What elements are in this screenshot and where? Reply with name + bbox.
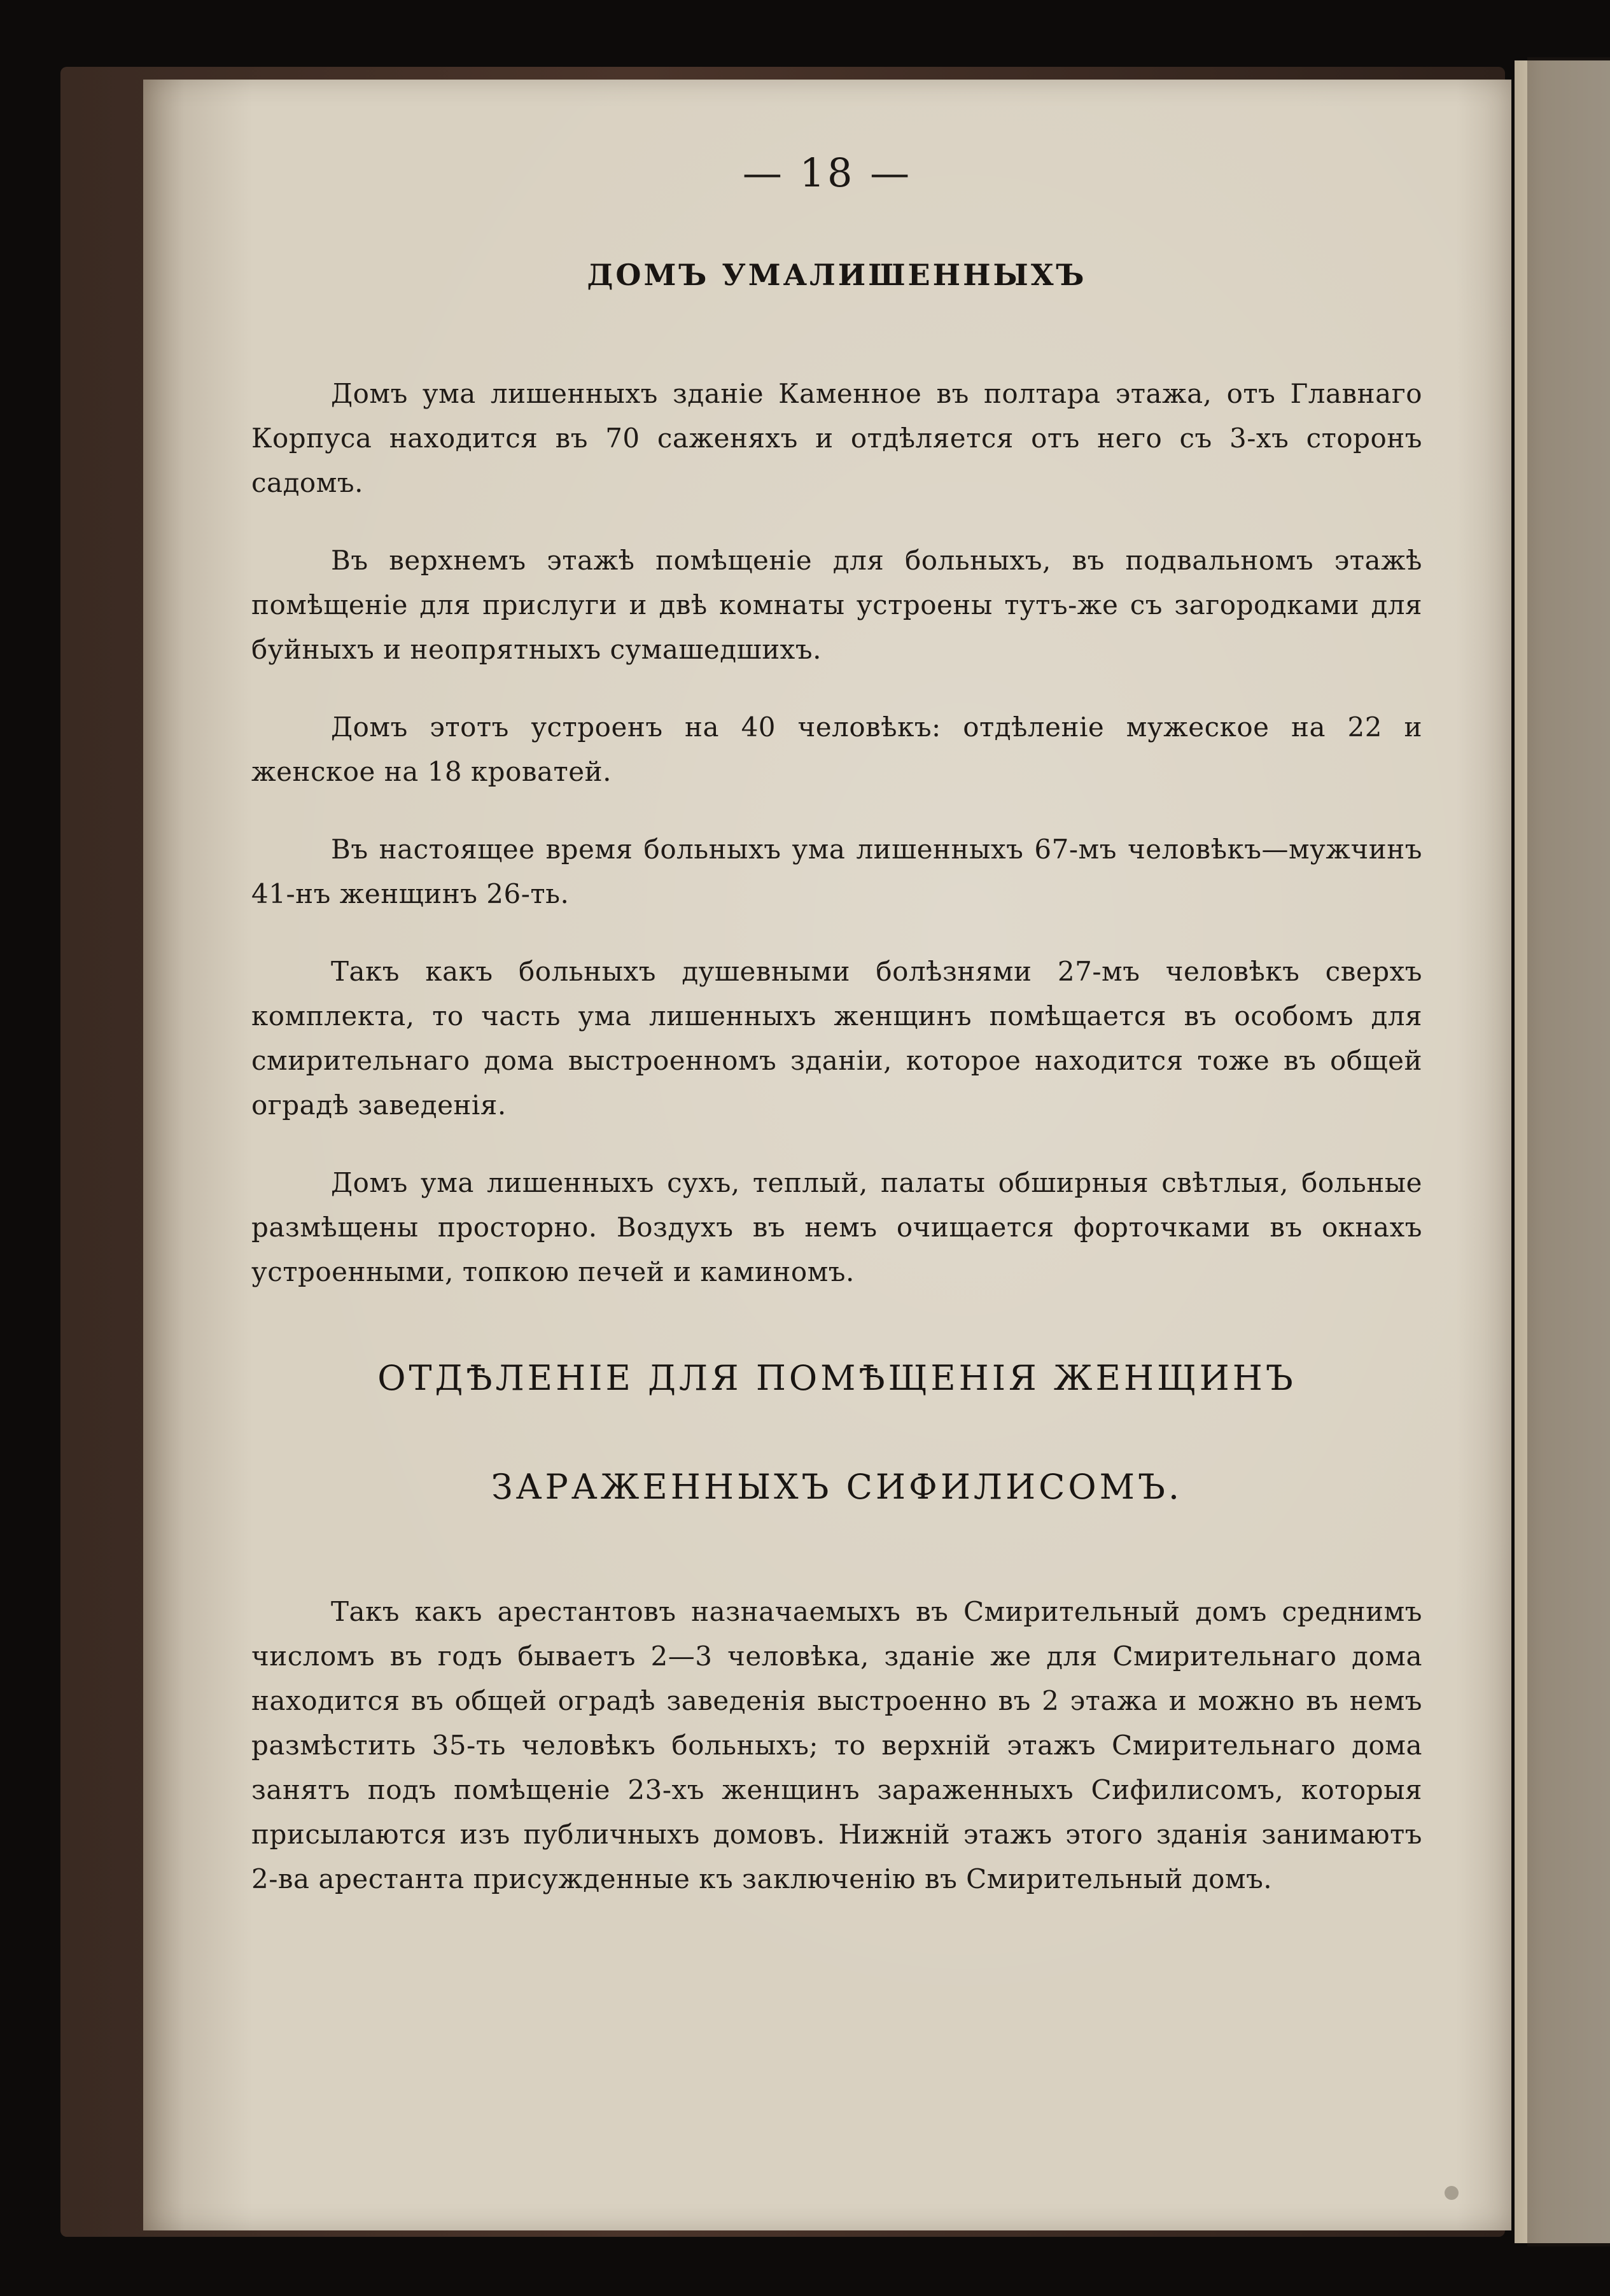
section-heading-asylum: ДОМЪ УМАЛИШЕННЫХЪ — [587, 258, 1087, 292]
page-content — [251, 258, 1422, 1935]
paragraph: Такъ какъ арестантовъ назначаемыхъ въ Смирительный домъ среднимъ числомъ въ годъ бываетъ 2—3 человѣка, зданіе же для Смирительнаго дома находится въ общей оградѣ заведенія выстроенно въ 2 этажа и можно въ немъ размѣстить 35-ть человѣкъ больныхъ; то верхній этажъ Смирительнаго дома занятъ подъ помѣщеніе 23-хъ женщинъ зараженныхъ Сифилисомъ, которыя присылаются изъ публичныхъ домовъ. Нижній этажъ этого зданія занимаютъ 2-ва арестанта присужденные къ заключенію въ Смирительный домъ. — [251, 1596, 1422, 1894]
section-heading-syphilis: ЗАРАЖЕННЫХЪ СИФИЛИСОМЪ. — [491, 1467, 1183, 1507]
section-heading-women-ward: ОТДѢЛЕНІЕ ДЛЯ ПОМѢЩЕНІЯ ЖЕНЩИНЪ — [377, 1358, 1296, 1398]
paragraph: Въ верхнемъ этажѣ помѣщеніе для больныхъ, въ подвальномъ этажѣ помѣщеніе для прислуги и двѣ комнаты устроены тутъ-же съ загородками для буйныхъ и неопрятныхъ сумашедшихъ. — [251, 545, 1422, 665]
paragraph: Въ настоящее время больныхъ ума лишенныхъ 67-мъ человѣкъ—мужчинъ 41-нъ женщинъ 26-ть. — [251, 834, 1422, 909]
paragraph: Такъ какъ больныхъ душевными болѣзнями 27-мъ человѣкъ сверхъ комплекта, то часть ума лишенныхъ женщинъ помѣщается въ особомъ для смирительнаго дома выстроенномъ зданіи, которое находится тоже въ общей оградѣ заведенія. — [251, 956, 1422, 1121]
page-number: — 18 — — [742, 150, 913, 196]
paper-spot — [1445, 2186, 1459, 2200]
paragraph: Домъ ума лишенныхъ сухъ, теплый, палаты обширныя свѣтлыя, больные размѣщены просторно. Воздухъ въ немъ очищается форточками въ окнахъ устроенными, топкою печей и каминомъ. — [251, 1167, 1422, 1287]
paragraph: Домъ этотъ устроенъ на 40 человѣкъ: отдѣленіе мужеское на 22 и женское на 18 кроватей. — [251, 711, 1422, 787]
paragraph: Домъ ума лишенныхъ зданіе Каменное въ полтара этажа, отъ Главнаго Корпуса находится въ 70 саженяхъ и отдѣляется отъ него съ 3-хъ сторонъ садомъ. — [251, 378, 1422, 498]
next-page-shadow — [1527, 57, 1610, 2246]
